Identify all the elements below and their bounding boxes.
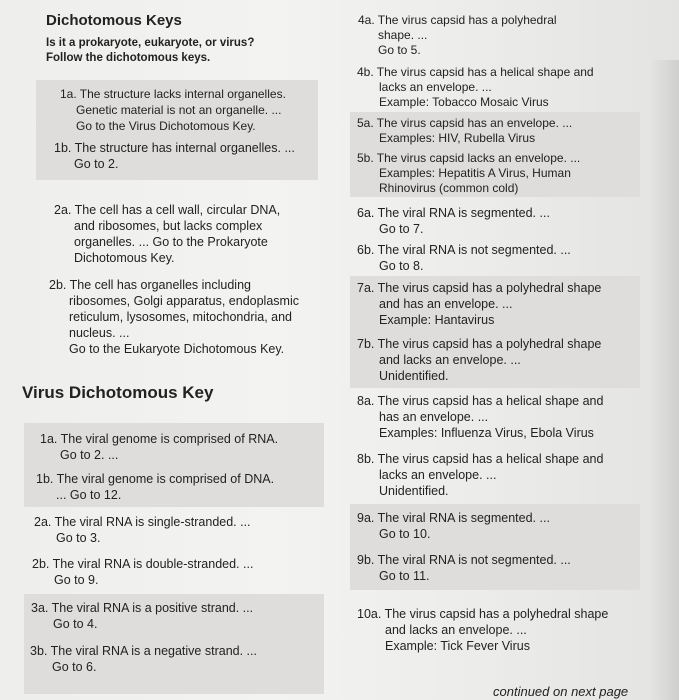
entry-line: Examples: Influenza Virus, Ebola Virus — [379, 426, 594, 440]
entry-line: Go to 2. ... — [60, 448, 119, 462]
entry-line: ribosomes, Golgi apparatus, endoplasmic — [69, 294, 299, 308]
entry-line: 4a. The virus capsid has a polyhedral — [358, 13, 557, 27]
entry-line: and lacks an envelope. ... — [379, 353, 521, 367]
virus-entry-7a — [357, 280, 601, 328]
virus-entry-10a — [357, 606, 608, 654]
virus-entry-6a — [357, 205, 550, 237]
entry-line: ... Go to 12. — [56, 488, 122, 502]
entry-line: Example: Hantavirus — [379, 313, 495, 327]
page-edge — [648, 60, 679, 700]
entry-line: nucleus. ... — [69, 326, 130, 340]
page-subtitle-2: Follow the dichotomous keys. — [46, 52, 211, 64]
entry-line: Examples: HIV, Rubella Virus — [379, 131, 536, 145]
entry-line: organelles. ... Go to the Prokaryote — [74, 235, 268, 249]
entry-line: lacks an envelope. ... — [379, 80, 492, 94]
entry-line: 4b. The virus capsid has a helical shape and — [357, 65, 594, 79]
entry-line: Go to the Eukaryote Dichotomous Key. — [69, 342, 285, 356]
virus-entry-2a — [34, 514, 251, 546]
intro-entry-2a — [54, 202, 280, 266]
entry-line: Go to 2. — [74, 157, 119, 171]
virus-entry-4b — [357, 65, 594, 110]
intro-entry-2b — [49, 277, 299, 357]
entry-line: 6b. The viral RNA is not segmented. ... — [357, 243, 571, 257]
entry-line: 8b. The virus capsid has a helical shape and — [357, 452, 604, 466]
virus-entry-5a — [357, 116, 572, 146]
entry-line: Go to 11. — [379, 569, 430, 583]
entry-line: 2a. The cell has a cell wall, circular DNA, — [54, 203, 281, 217]
entry-line: Go to 3. — [56, 531, 101, 545]
virus-entry-4a — [358, 13, 557, 58]
virus-entry-1b — [36, 471, 274, 503]
intro-entry-1a — [60, 86, 286, 134]
entry-line: 9b. The viral RNA is not segmented. ... — [357, 553, 571, 567]
entry-line: Go to 9. — [54, 573, 99, 587]
entry-line: Go to 7. — [379, 222, 424, 236]
entry-line: 7b. The virus capsid has a polyhedral shape — [357, 337, 602, 351]
entry-line: Unidentified. — [379, 484, 449, 498]
entry-line: 2b. The cell has organelles including — [49, 278, 251, 292]
virus-key-heading: Virus Dichotomous Key — [22, 383, 214, 402]
entry-line: Go to 5. — [378, 43, 421, 57]
entry-line: 5b. The virus capsid lacks an envelope. ... — [357, 151, 581, 165]
virus-entry-8b — [357, 451, 603, 499]
continued-footer: continued on next page — [493, 684, 629, 699]
entry-line: 3b. The viral RNA is a negative strand. ... — [30, 644, 257, 658]
virus-entry-3a — [31, 600, 253, 632]
page-title: Dichotomous Keys — [46, 12, 182, 29]
virus-entry-1a — [40, 431, 278, 463]
entry-line: 1b. The structure has internal organelles. ... — [54, 141, 295, 155]
entry-line: 9a. The viral RNA is segmented. ... — [357, 511, 550, 525]
entry-line: Rhinovirus (common cold) — [379, 181, 519, 195]
entry-line: Unidentified. — [379, 369, 449, 383]
entry-line: Dichotomous Key. — [74, 251, 175, 265]
entry-line: Genetic material is not an organelle. ... — [76, 103, 282, 117]
entry-line: Example: Tick Fever Virus — [385, 639, 530, 653]
entry-line: shape. ... — [378, 28, 428, 42]
entry-line: Go to 8. — [379, 259, 424, 273]
entry-line: 7a. The virus capsid has a polyhedral shape — [357, 281, 602, 295]
entry-line: 6a. The viral RNA is segmented. ... — [357, 206, 550, 220]
virus-entry-7b — [357, 336, 601, 384]
page-subtitle-1: Is it a prokaryote, eukaryote, or virus? — [46, 37, 255, 49]
entry-line: 2b. The viral RNA is double-stranded. ... — [32, 557, 254, 571]
virus-entry-9b — [357, 552, 571, 584]
entry-line: 2a. The viral RNA is single-stranded. ... — [34, 515, 251, 529]
virus-entry-9a — [357, 510, 550, 542]
virus-entry-3b — [30, 643, 257, 675]
entry-line: 8a. The virus capsid has a helical shape and — [357, 394, 604, 408]
entry-line: 1b. The viral genome is comprised of DNA. — [36, 472, 275, 486]
entry-line: 5a. The virus capsid has an envelope. ... — [357, 116, 573, 130]
virus-entry-2b — [32, 556, 253, 588]
entry-line: 10a. The virus capsid has a polyhedral shape — [357, 607, 609, 621]
entry-line: Go to the Virus Dichotomous Key. — [76, 119, 256, 133]
entry-line: Go to 10. — [379, 527, 431, 541]
intro-entry-1b — [54, 140, 295, 172]
entry-line: and has an envelope. ... — [379, 297, 513, 311]
entry-line: Example: Tobacco Mosaic Virus — [379, 95, 549, 109]
entry-line: lacks an envelope. ... — [379, 468, 497, 482]
entry-line: has an envelope. ... — [379, 410, 489, 424]
entry-line: Go to 6. — [52, 660, 97, 674]
entry-line: 3a. The viral RNA is a positive strand. ... — [31, 601, 254, 615]
entry-line: and ribosomes, but lacks complex — [74, 219, 263, 233]
virus-entry-8a — [357, 393, 603, 441]
entry-line: Examples: Hepatitis A Virus, Human — [379, 166, 571, 180]
entry-line: 1a. The viral genome is comprised of RNA. — [40, 432, 279, 446]
entry-line: reticulum, lysosomes, mitochondria, and — [69, 310, 293, 324]
entry-line: and lacks an envelope. ... — [385, 623, 527, 637]
entry-line: 1a. The structure lacks internal organelles. — [60, 87, 286, 101]
entry-line: Go to 4. — [53, 617, 98, 631]
virus-entry-5b — [357, 151, 580, 196]
virus-entry-6b — [357, 242, 571, 274]
